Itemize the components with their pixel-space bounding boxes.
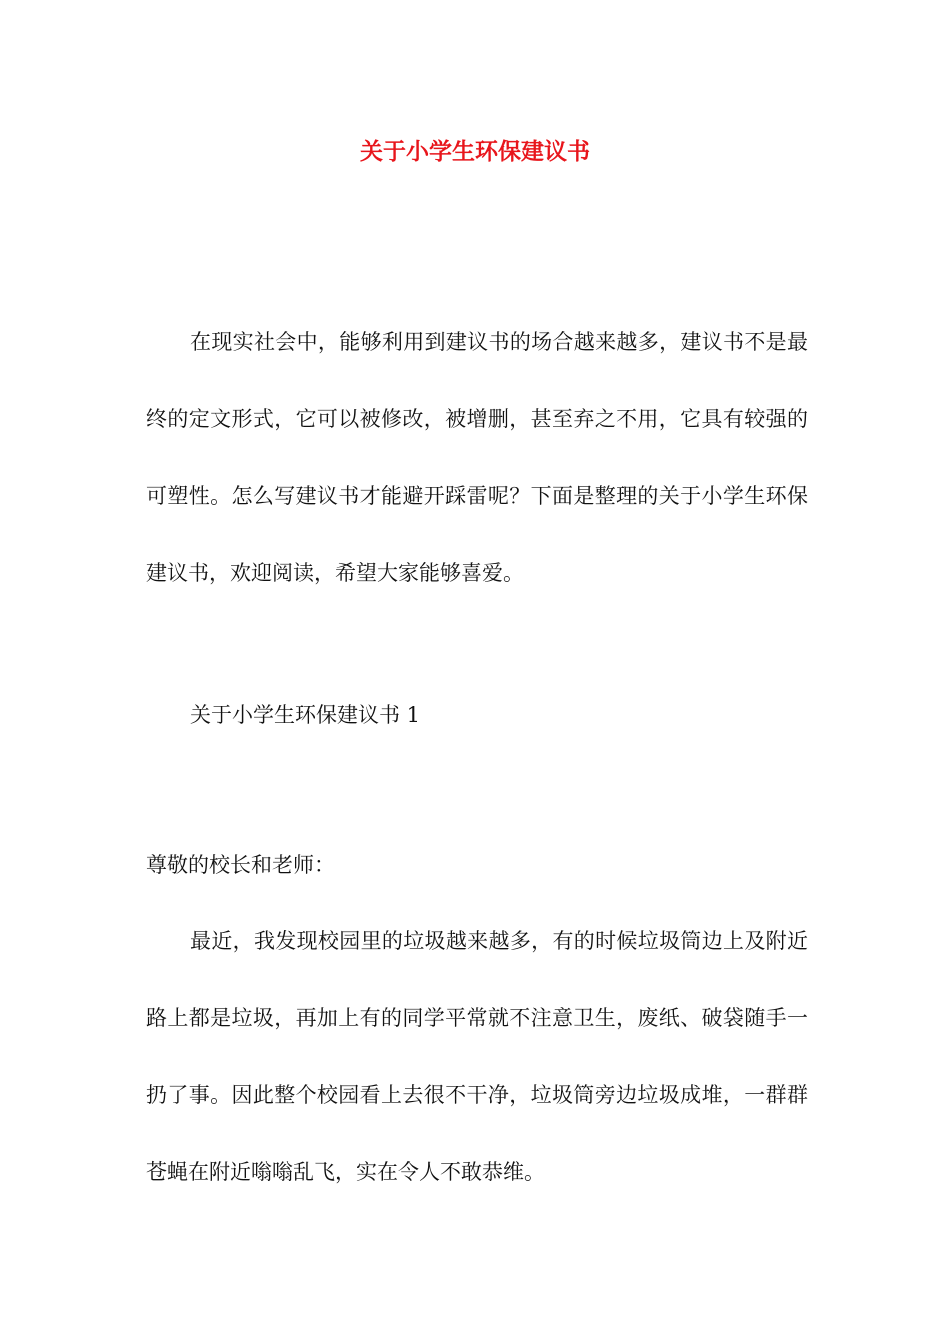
document-title: 关于小学生环保建议书 (360, 138, 590, 165)
body-paragraph: 最近，我发现校园里的垃圾越来越多，有的时候垃圾筒边上及附近路上都是垃圾，再加上有的同学平常就不注意卫生，废纸、破袋随手一扔了事。因此整个校园看上去很不干净，垃圾筒旁边垃圾成堆，一群群苍蝇在附近嗡嗡乱飞，实在令人不敢恭维。 (146, 929, 808, 1184)
intro-paragraph: 在现实社会中，能够利用到建议书的场合越来越多，建议书不是最终的定文形式，它可以被修改，被增删，甚至弃之不用，它具有较强的可塑性。怎么写建议书才能避开踩雷呢？下面是整理的关于小学生环保建议书，欢迎阅读，希望大家能够喜爱。 (146, 330, 808, 585)
section-heading: 关于小学生环保建议书 1 (190, 703, 421, 727)
salutation: 尊敬的校长和老师： (146, 853, 335, 877)
